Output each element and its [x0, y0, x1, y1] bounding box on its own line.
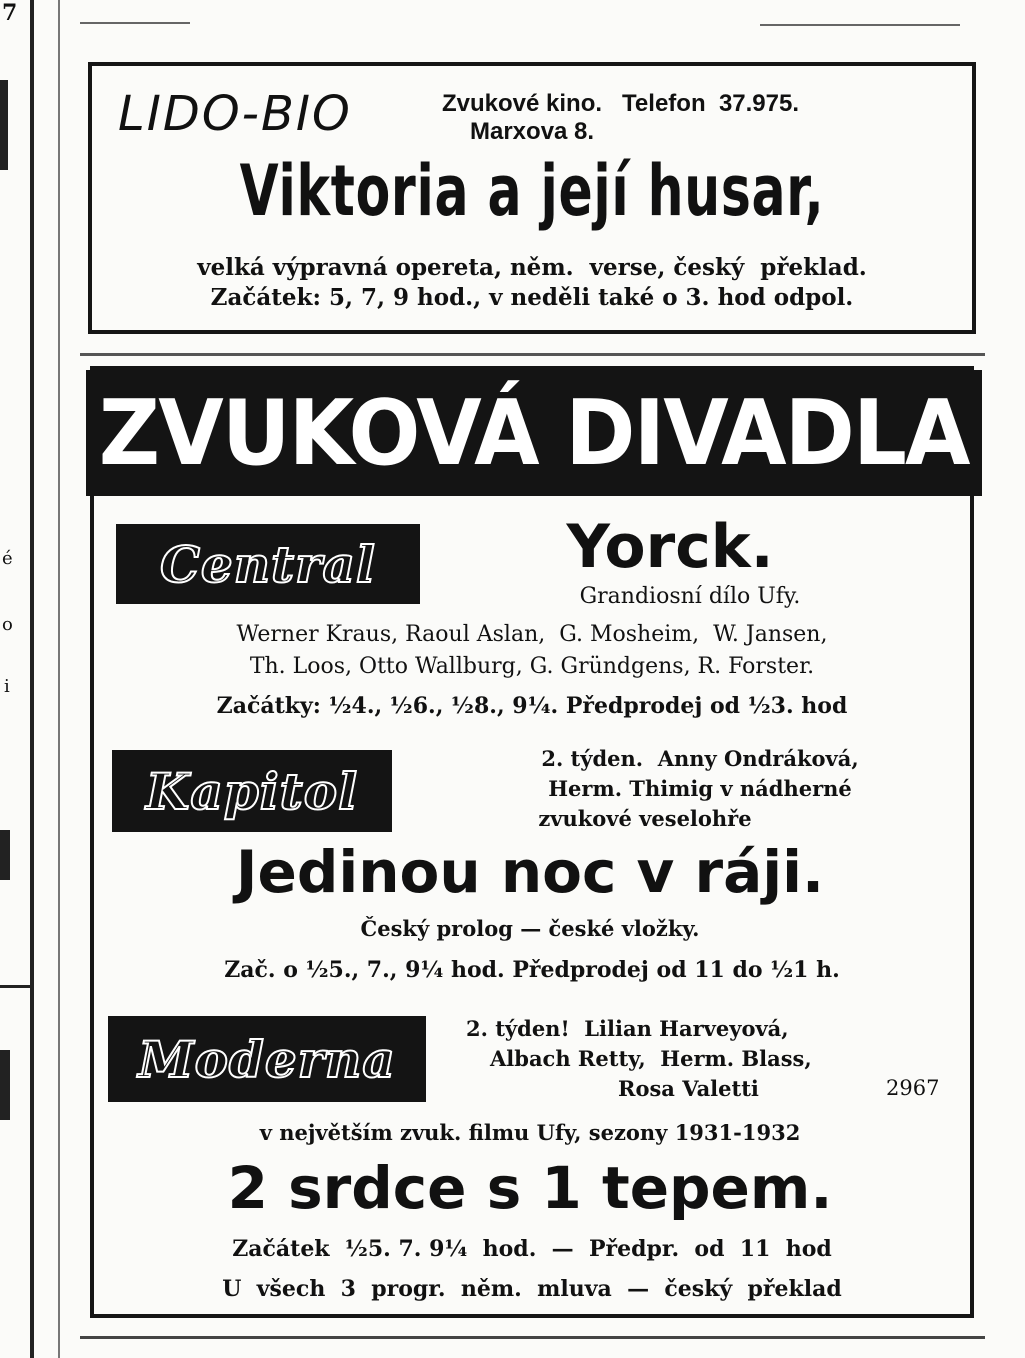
moderna-info-line2: Albach Retty, Herm. Blass, — [490, 1046, 812, 1071]
central-cast-line2: Th. Loos, Otto Wallburg, G. Gründgens, R. Forster. — [249, 654, 815, 679]
lido-bio-film-title: Viktoria a její husar, — [239, 150, 825, 232]
central-cast-line1: Werner Kraus, Raoul Aslan, G. Mosheim, W. Jansen, — [236, 622, 828, 647]
kapitol-film-title: Jedinou noc v ráji. — [235, 838, 825, 906]
kapitol-info-line3: zvukové veselohře — [538, 806, 752, 831]
bottom-rule — [80, 1336, 985, 1339]
kapitol-info-line2: Herm. Thimig v nádherné — [548, 776, 852, 801]
moderna-ad-number: 2967 — [886, 1076, 940, 1100]
margin-mark — [0, 830, 10, 880]
lido-bio-description: velká výpravná opereta, něm. verse, český překlad. — [197, 254, 867, 281]
moderna-note: v největším zvuk. filmu Ufy, sezony 1931-1932 — [259, 1120, 801, 1145]
margin-fragment: i — [4, 676, 10, 697]
moderna-film-title: 2 srdce s 1 tepem. — [227, 1154, 833, 1222]
margin-mark — [0, 80, 8, 170]
column-rule — [30, 0, 34, 1358]
kapitol-logo: Kapitol — [112, 750, 392, 832]
lido-bio-info: Zvukové kino. Telefon 37.975. — [442, 90, 800, 117]
column-rule-thin — [58, 0, 60, 1358]
separator-rule — [80, 353, 985, 356]
central-times: Začátky: ½4., ½6., ½8., 9¼. Předprodej od ½3. hod — [216, 693, 848, 719]
kapitol-subtitle: Český prolog — české vložky. — [360, 916, 700, 941]
moderna-info-line3: Rosa Valetti — [618, 1076, 759, 1101]
moderna-logo: Moderna — [108, 1016, 426, 1102]
moderna-times: Začátek ½5. 7. 9¼ hod. — Předpr. od 11 hod — [232, 1236, 832, 1262]
top-rule — [760, 24, 960, 26]
moderna-info-line1: 2. týden! Lilian Harveyová, — [466, 1016, 789, 1041]
lido-bio-logo: LIDO-BIO — [118, 86, 352, 142]
lido-bio-address: Marxova 8. — [470, 118, 595, 145]
lido-bio-times: Začátek: 5, 7, 9 hod., v neděli také o 3. hod odpol. — [210, 284, 854, 311]
lido-bio-ad — [88, 62, 976, 334]
kapitol-info-line1: 2. týden. Anny Ondráková, — [541, 746, 859, 771]
margin-fragment: o — [2, 614, 13, 635]
margin-mark — [0, 985, 30, 988]
central-film-title: Yorck. — [566, 512, 774, 582]
banner-title: ZVUKOVÁ DIVADLA — [99, 380, 969, 486]
central-subtitle: Grandiosní dílo Ufy. — [579, 584, 801, 609]
margin-fragment: 7 — [2, 0, 18, 26]
margin-mark — [0, 1050, 10, 1120]
margin-fragment: é — [2, 548, 13, 569]
central-logo: Central — [116, 524, 420, 604]
top-rule — [80, 22, 190, 24]
kapitol-times: Zač. o ½5., 7., 9¼ hod. Předprodej od 11 do ½1 h. — [224, 957, 840, 983]
moderna-language: U všech 3 progr. něm. mluva — český překlad — [222, 1276, 842, 1302]
zvukova-divadla-banner — [86, 370, 982, 496]
